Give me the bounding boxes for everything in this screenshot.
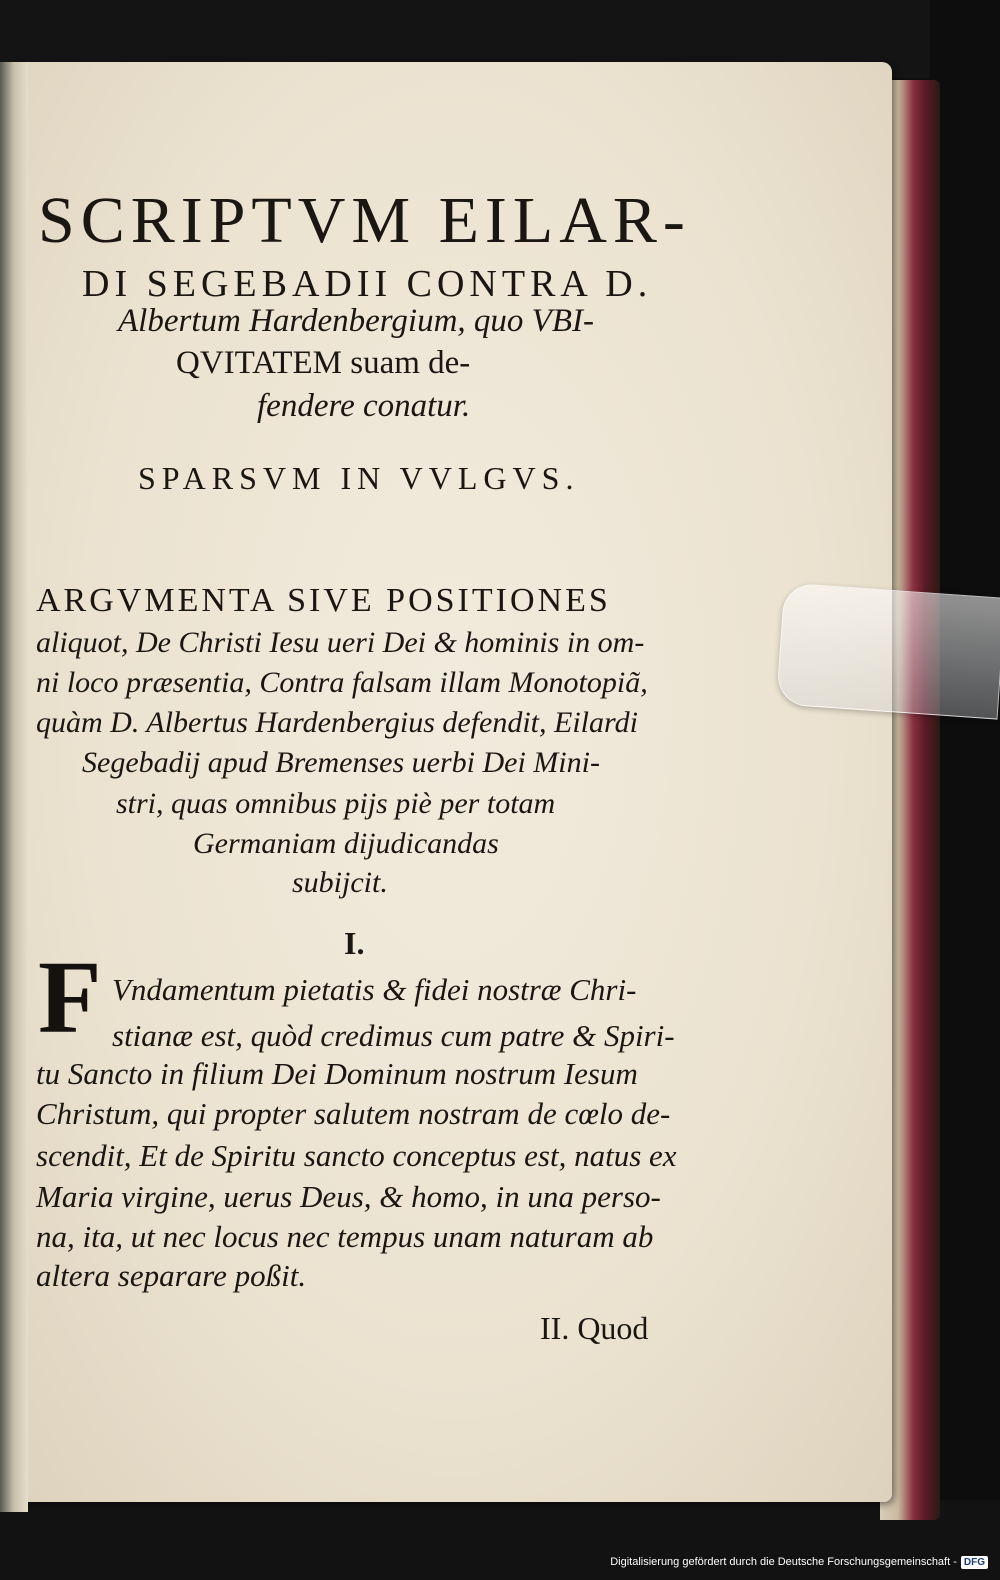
body-line: Maria virgine, uerus Deus, & homo, in una perso- [36,1179,661,1214]
body-line: na, ita, ut nec locus nec tempus unam naturam ab [36,1219,654,1254]
subtitle-sparsum: SPARSVM IN VVLGVS. [138,460,580,496]
book-spine-edge [0,62,28,1512]
title-line-5: fendere conatur. [257,388,471,424]
body-line: stianæ est, quòd credimus cum patre & Spiri- [112,1018,675,1053]
body-line: tu Sancto in filium Dei Dominum nostrum Iesum [36,1056,638,1091]
argumenta-line: subijcit. [292,866,388,899]
catchword: II. Quod [540,1310,649,1346]
body-line: altera separare poßit. [36,1258,307,1293]
body-line: scendit, Et de Spiritu sancto conceptus est, natus ex [36,1138,677,1173]
argumenta-line: Segebadij apud Bremenses uerbi Dei Mini- [82,746,600,779]
digitization-credit [610,1552,988,1572]
argumenta-line: ni loco præsentia, Contra falsam illam Monotopiã, [36,666,648,699]
argumenta-line: aliquot, De Christi Iesu ueri Dei & hominis in om- [36,626,645,659]
argumenta-heading: ARGVMENTA SIVE POSITIONES [36,582,611,619]
title-line-2: DI SEGEBADII CONTRA D. [82,263,653,305]
dfg-logo: DFG [961,1556,988,1569]
title-line-1: SCRIPTVM EILAR- [38,184,691,257]
argumenta-line: stri, quas omnibus pijs piè per totam [116,787,556,820]
credit-text: Digitalisierung gefördert durch die Deutsche Forschungsgemeinschaft - [610,1556,957,1568]
body-line: Christum, qui propter salutem nostram de cœlo de- [36,1096,671,1131]
body-line: Vndamentum pietatis & fidei nostræ Chri- [112,972,637,1007]
argumenta-line: quàm D. Albertus Hardenbergius defendit, Eilardi [36,706,638,739]
title-line-4: QVITATEM suam de- [176,345,471,381]
section-number: I. [344,925,365,961]
drop-cap-initial: F [38,940,102,1055]
title-line-3: Albertum Hardenbergium, quo VBI- [118,303,594,339]
scanner-background-right [930,0,1000,1580]
page-holder-clip [776,582,1000,719]
argumenta-line: Germaniam dijudicandas [193,827,499,860]
